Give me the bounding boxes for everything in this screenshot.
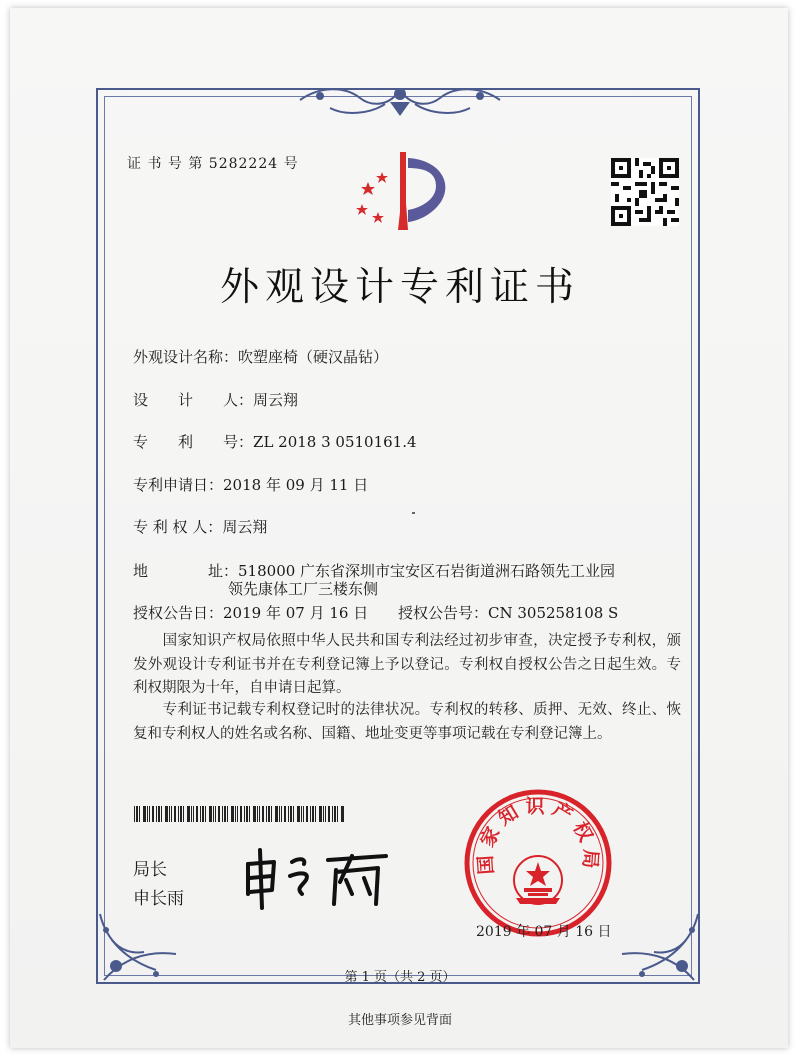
field-label: 授权公告号： (398, 604, 489, 622)
field-label: 设 计 人： (133, 391, 254, 409)
field-patent-number (133, 431, 417, 452)
field-value: 周云翔 (253, 391, 299, 409)
legal-status-note: 专利证书记载专利权登记时的法律状况。专利权的转移、质押、无效、终止、恢复和专利权人的姓名或名称、国籍、地址变更等事项记载在专利登记簿上。 (133, 702, 681, 742)
barcode (134, 806, 344, 822)
field-label: 授权公告日： (133, 604, 224, 622)
field-designer (133, 389, 298, 410)
field-value: 518000 广东省深圳市宝安区石岩街道洲石路领先工业园 (238, 562, 616, 580)
paper-speck (412, 512, 415, 514)
field-label: 外观设计名称： (133, 348, 239, 366)
field-value: 2018 年 09 月 11 日 (223, 476, 369, 494)
svg-text:国家知识产权局: 国家知识产权局 (474, 795, 602, 876)
field-design-name (133, 346, 388, 367)
certificate-number: 证 书 号 第 5282224 号 (127, 156, 299, 172)
cnipa-logo (348, 148, 458, 238)
field-label: 专 利 权 人： (133, 518, 223, 536)
field-value: ZL 2018 3 0510161.4 (253, 433, 417, 451)
qr-code (611, 158, 679, 226)
seal-date: 2019 年 07 月 16 日 (476, 924, 612, 940)
field-value: 周云翔 (222, 518, 268, 536)
field-application-date (133, 474, 368, 495)
director-signature (240, 842, 390, 912)
page-number: 第 1 页（共 2 页） (344, 970, 456, 985)
top-ornament (290, 82, 510, 122)
field-label: 专 利 号： (133, 433, 254, 451)
field-value: CN 305258108 S (488, 604, 619, 622)
field-address-line2: 领先康体工厂三楼东侧 (228, 580, 379, 598)
director-title: 局长 (133, 860, 167, 880)
field-label: 专利申请日： (133, 476, 224, 494)
field-grant-date (133, 602, 368, 623)
field-grant-number (398, 602, 618, 623)
field-label: 地 址： (133, 562, 239, 580)
field-value: 2019 年 07 月 16 日 (223, 604, 369, 622)
certificate-title: 外观设计专利证书 (219, 265, 580, 310)
back-note: 其他事项参见背面 (347, 1013, 452, 1028)
field-patentee (133, 516, 267, 537)
official-seal (463, 788, 613, 938)
director-name: 申长雨 (133, 889, 184, 909)
field-value: 吹塑座椅（硬汉晶钻） (238, 348, 389, 366)
grant-statement: 国家知识产权局依照中华人民共和国专利法经过初步审查，决定授予专利权，颁发外观设计专利证书并在专利登记簿上予以登记。专利权自授权公告之日起生效。专利权期限为十年，自申请日起算。 (133, 633, 681, 696)
